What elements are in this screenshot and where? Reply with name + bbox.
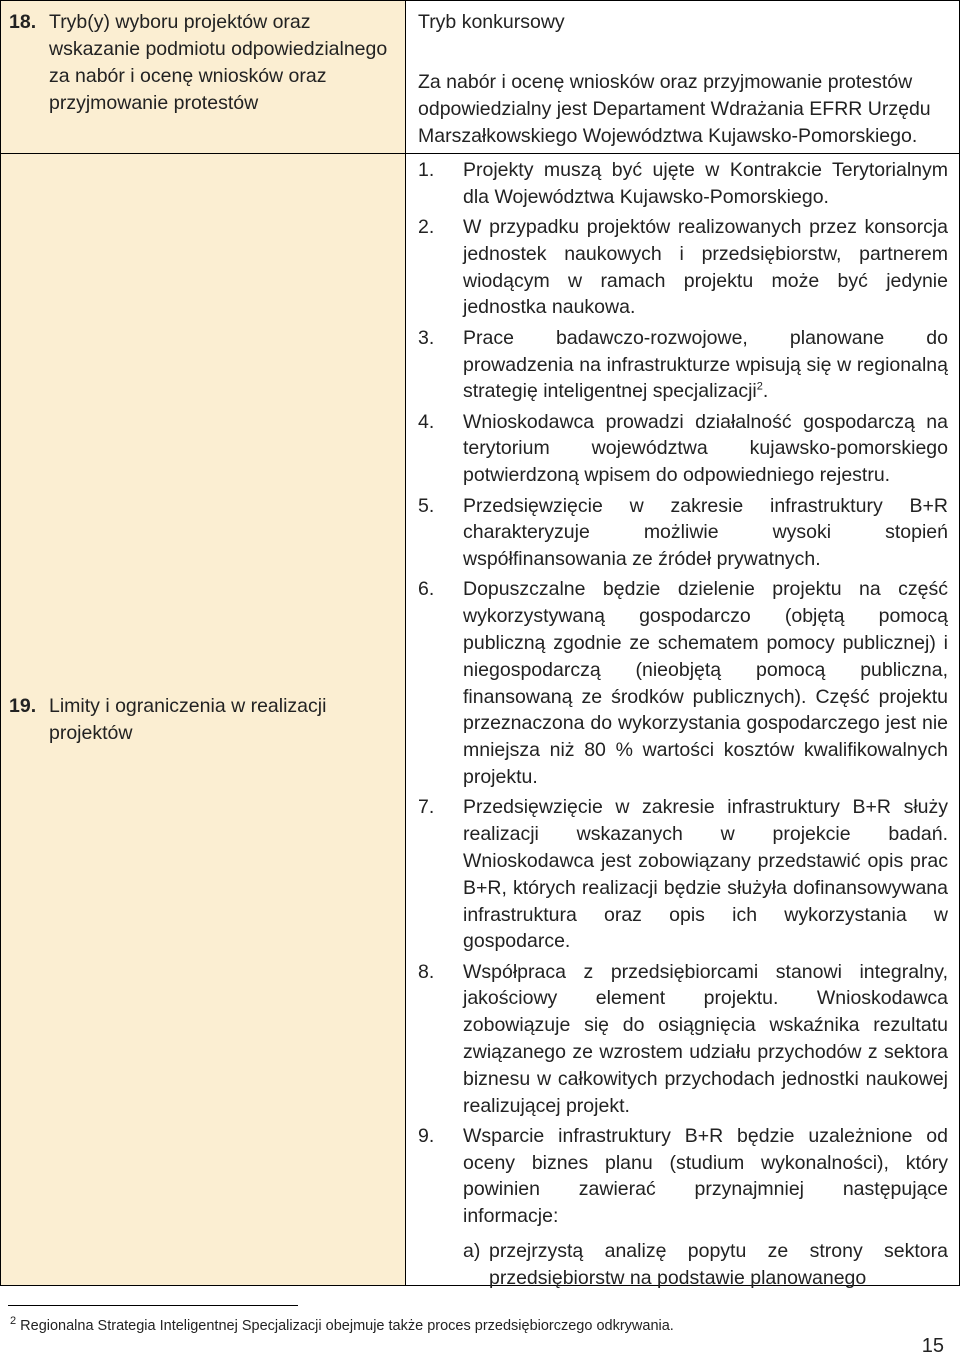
row-number: 18. — [9, 11, 37, 33]
item-number: 7. — [418, 796, 435, 819]
row-title: Tryb(y) wyboru projektów oraz wskazanie podmiotu odpowiedzialnego za nabór i ocenę wniosków oraz przyjmowanie protestów — [49, 11, 388, 114]
row-title: Limity i ograniczenia w realizacji projektów — [49, 695, 327, 744]
footnote-separator — [8, 1305, 298, 1306]
item-number: 4. — [418, 410, 435, 433]
item-text-body: Prace badawczo-rozwojowe, planowane do prowadzenia na infrastrukturze wpisują się w regionalną strategię inteligentnej specjalizacji — [463, 326, 948, 403]
item-text — [463, 325, 948, 405]
limits-list — [418, 157, 948, 1295]
right-column — [406, 1, 959, 1289]
page-number: 15 — [921, 1335, 944, 1357]
item-number: 8. — [418, 960, 435, 983]
list-item — [418, 493, 948, 573]
list-item — [418, 959, 948, 1120]
item-text: Wsparcie infrastruktury B+R będzie uzależnione od oceny biznes planu (studium wykonalności), który powinien zawierać przynajmniej następujące informacje: — [463, 1124, 948, 1228]
sub-item-text: przejrzystą analizę popytu ze strony sektora przedsiębiorstw na podstawie planowanego — [489, 1240, 948, 1289]
left-column — [1, 1, 406, 1285]
row-18-label — [9, 9, 399, 117]
list-item — [418, 794, 948, 955]
item-text: W przypadku projektów realizowanych przez konsorcja jednostek naukowych i przedsiębiorstw, partnerem wiodącym w ramach projektu może być jedynie jednostka naukowa. — [463, 216, 948, 319]
footnote-text: Regionalna Strategia Inteligentnej Specjalizacji obejmuje także proces przedsiębiorczego odkrywania. — [20, 1318, 674, 1334]
list-item — [418, 325, 948, 405]
item-text: Dopuszczalne będzie dzielenie projektu na część wykorzystywaną gospodarczo (objętą pomocą publiczną zgodnie ze schematem pomocy publicznej) i niegospodarczą (nieobjętą pomocą publiczna, finansowaną ze środków publicznych). Część projektu przeznaczona do wykorzystania gospodarczego jest nie mniejsza niż 80 % wartości kosztów kwalifikowalnych projektu. — [463, 578, 948, 789]
row-number: 19. — [9, 695, 37, 717]
list-item — [418, 409, 948, 489]
footnote-reference: 2 — [756, 380, 763, 393]
responsible-body-text: Za nabór i ocenę wniosków oraz przyjmowanie protestów odpowiedzialny jest Departament Wdrażania EFRR Urzędu Marszałkowskiego Województwa Kujawsko-Pomorskiego. — [418, 71, 931, 147]
item-body — [463, 1123, 948, 1292]
sub-item-letter: a) — [463, 1240, 481, 1263]
item-number: 3. — [418, 326, 435, 349]
sub-list — [463, 1238, 948, 1292]
item-text: Współpraca z przedsiębiorcami stanowi integralny, jakościowy element projektu. Wnioskodawca zobowiązuje się do osiągnięcia wskaźnika rezultatu związanego ze wzrostem udziału przychodów z sektora biznesu w całkowitych przychodach jednostki naukowej realizującej projekt. — [463, 960, 948, 1117]
row-19-label — [9, 693, 399, 747]
item-number: 5. — [418, 494, 435, 517]
item-text: Projekty muszą być ujęte w Kontrakcie Terytorialnym dla Województwa Kujawsko-Pomorskiego. — [463, 159, 948, 208]
sub-list-item — [463, 1238, 948, 1292]
footnote — [10, 1316, 870, 1336]
item-text: Przedsięwzięcie w zakresie infrastruktury B+R charakteryzuje możliwie wysoki stopień współfinansowania ze źródeł prywatnych. — [463, 494, 948, 571]
item-number: 1. — [418, 159, 435, 181]
list-item — [418, 157, 948, 211]
list-item — [418, 576, 948, 790]
item-text-end: . — [762, 380, 769, 403]
item-text: Wnioskodawca prowadzi działalność gospodarczą na terytorium województwa kujawsko-pomorskiego potwierdzoną wpisem do odpowiedniego rejestru. — [463, 410, 948, 487]
item-number: 9. — [418, 1124, 435, 1147]
list-item — [418, 1123, 948, 1292]
selection-mode: Tryb konkursowy — [418, 11, 565, 33]
item-number: 6. — [418, 578, 435, 601]
footnote-mark: 2 — [10, 1315, 17, 1328]
item-text: Przedsięwzięcie w zakresie infrastruktury B+R służy realizacji wskazanych w projekcie badań. Wnioskodawca jest zobowiązany przedstawić opis prac B+R, których realizacji będzie służyła dofinansowywana infrastruktura oraz opis ich wykorzystania w gospodarce. — [463, 796, 948, 953]
item-number: 2. — [418, 216, 435, 239]
list-item — [418, 214, 948, 321]
